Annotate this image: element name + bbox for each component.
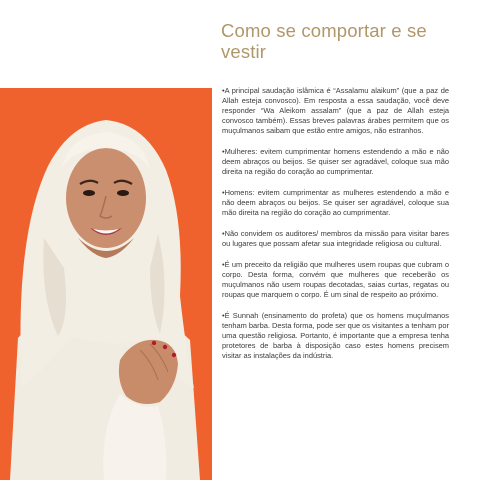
beard-paragraph: •É Sunnah (ensinamento do profeta) que os homens muçulmanos tenham barba. Desta forma, pode ser que os visitantes a tenham por uma questão religiosa. Portanto, é importante que a empresa tenha protetores de barba à disposição caso estes homens precisem visitar as instalações da indústria. <box>222 311 449 360</box>
guidelines-text <box>222 86 449 372</box>
photo-eye-right <box>117 190 129 196</box>
invitation-paragraph: •Não convidem os auditores/ membros da missão para visitar bares ou lugares que possam afetar sua integridade religiosa ou cultural. <box>222 229 449 248</box>
men-greeting-paragraph: •Homens: evitem cumprimentar as mulheres estendendo a mão e não deem abraços ou beijos. Se quiser ser agradável, coloque sua mão direita na região do coração ao cumprimentar. <box>222 188 449 217</box>
photo-nail <box>152 341 156 345</box>
photo-eye-left <box>83 190 95 196</box>
page-title: Como se comportar e se vestir <box>221 20 427 62</box>
photo-nail-2 <box>163 345 167 349</box>
woman-hijab-photo <box>0 88 212 480</box>
greeting-paragraph: •A principal saudação islâmica é “Assalamu alaikum” (que a paz de Allah esteja convosco). Em resposta a essa saudação, você deve responder “Wa Aleikom assalam” (que a paz de Allah esteja convosco também). Essas breves palavras árabes permitem que os muçulmanos saibam que estão entre amigos, não estranhos. <box>222 86 449 135</box>
dress-code-paragraph: •É um preceito da religião que mulheres usem roupas que cubram o corpo. Desta forma, convém que mulheres que receberão os muçulmanos não usem roupas decotadas, saias curtas, regatas ou roupas que marquem o corpo. É um sinal de respeito ao próximo. <box>222 260 449 299</box>
photo-nail-3 <box>172 353 176 357</box>
women-greeting-paragraph: •Mulheres: evitem cumprimentar homens estendendo a mão e não deem abraços ou beijos. Se quiser ser agradável, coloque sua mão direita na região do coração ao cumprimentar. <box>222 147 449 176</box>
woman-hijab-illustration <box>0 88 212 480</box>
